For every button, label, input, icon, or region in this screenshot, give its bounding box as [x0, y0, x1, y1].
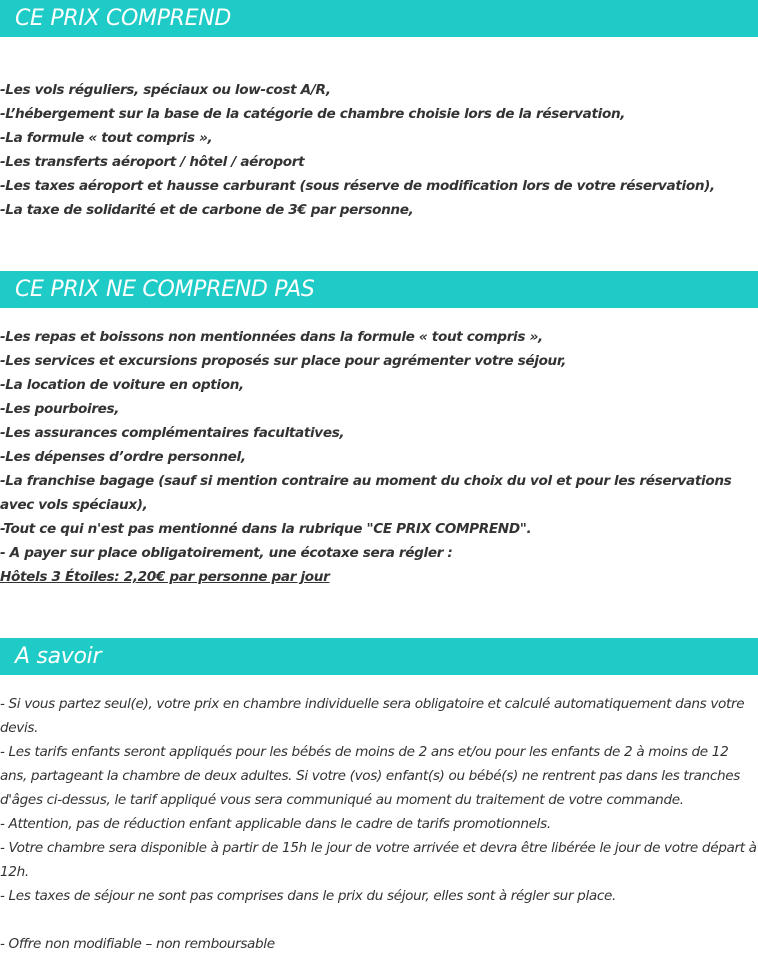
list-item: -Les transferts aéroport / hôtel / aéroport: [0, 154, 305, 170]
list-item: - A payer sur place obligatoirement, une écotaxe sera régler :: [0, 545, 453, 561]
list-item: -La location de voiture en option,: [0, 377, 244, 393]
section-title-not-included: CE PRIX NE COMPREND PAS: [0, 271, 758, 308]
list-item: - Attention, pas de réduction enfant applicable dans le cadre de tarifs promotionnels.: [0, 816, 551, 832]
list-item: -Les vols réguliers, spéciaux ou low-cost A/R,: [0, 82, 331, 98]
list-item: -Les assurances complémentaires facultatives,: [0, 425, 345, 441]
list-item: -Les repas et boissons non mentionnées dans la formule « tout compris »,: [0, 329, 543, 345]
list-item: -Les pourboires,: [0, 401, 120, 417]
list-item: -Les services et excursions proposés sur place pour agrémenter votre séjour,: [0, 353, 567, 369]
ecotax-note: Hôtels 3 Étoiles: 2,20€ par personne par jour: [0, 569, 330, 585]
list-item: - Les taxes de séjour ne sont pas comprises dans le prix du séjour, elles sont à régler sur place.: [0, 888, 616, 904]
list-item: - Si vous partez seul(e), votre prix en chambre individuelle sera obligatoire et calculé automatiquement dans votre devis.: [0, 696, 745, 736]
list-item: - Offre non modifiable – non remboursable: [0, 936, 275, 952]
list-item: - Votre chambre sera disponible à partir de 15h le jour de votre arrivée et devra être libérée le jour de votre départ à 12h.: [0, 840, 757, 880]
list-item: -La franchise bagage (sauf si mention contraire au moment du choix du vol et pour les réservations avec vols spéciaux),: [0, 473, 732, 513]
list-item: -La formule « tout compris »,: [0, 130, 213, 146]
list-item: -La taxe de solidarité et de carbone de 3€ par personne,: [0, 202, 414, 218]
section-title-included: CE PRIX COMPREND: [0, 0, 758, 37]
list-item: -Les dépenses d’ordre personnel,: [0, 449, 246, 465]
included-list: [0, 78, 758, 222]
list-item: -L’hébergement sur la base de la catégorie de chambre choisie lors de la réservation,: [0, 106, 626, 122]
info-list: [0, 692, 758, 956]
section-title-info: A savoir: [0, 638, 758, 675]
list-item: -Tout ce qui n'est pas mentionné dans la rubrique "CE PRIX COMPREND".: [0, 521, 532, 537]
list-item: -Les taxes aéroport et hausse carburant (sous réserve de modification lors de votre réservation),: [0, 178, 715, 194]
not-included-list: [0, 325, 758, 589]
list-item: - Les tarifs enfants seront appliqués pour les bébés de moins de 2 ans et/ou pour les enfants de 2 à moins de 12 ans, partageant la chambre de deux adultes. Si votre (vos) enfant(s) ou bébé(s) ne rentrent pas dans les tranches d'âges ci-dessus, le tarif appliqué vous sera communiqué au moment du traitement de votre commande.: [0, 744, 741, 808]
